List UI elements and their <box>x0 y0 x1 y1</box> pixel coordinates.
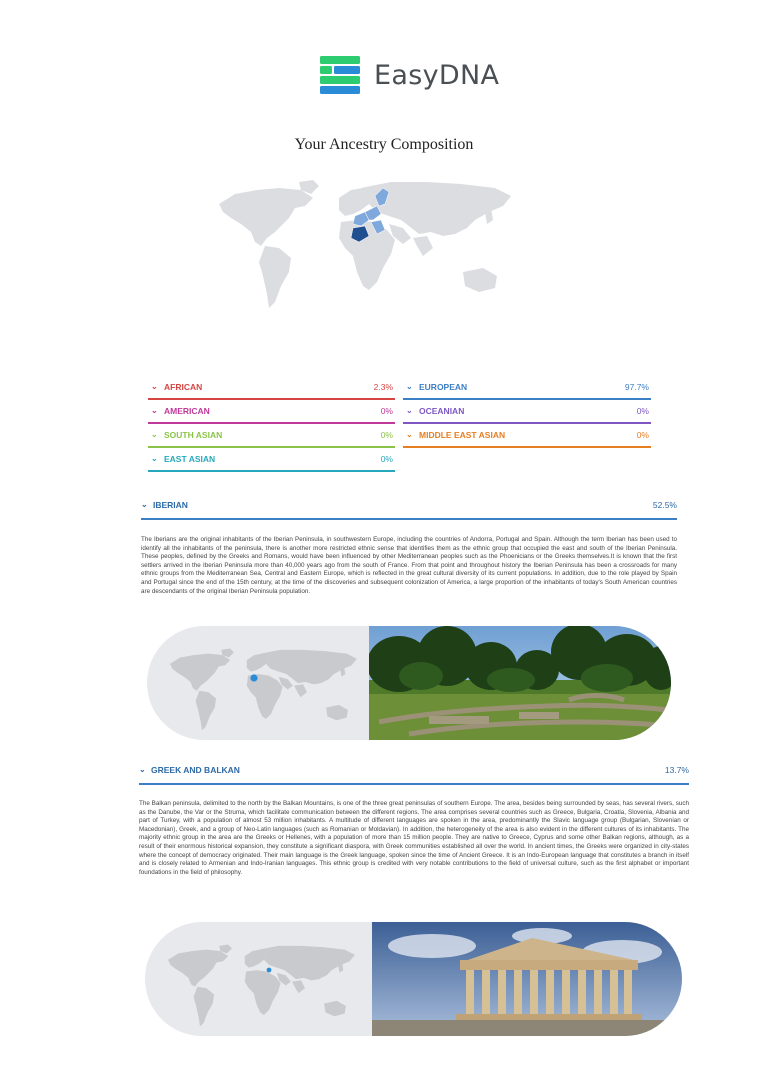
forest-ruins-photo <box>369 626 671 740</box>
subregion-percent: 52.5% <box>652 500 677 510</box>
region-percent: 0% <box>380 454 393 464</box>
region-row-american[interactable] <box>148 404 395 424</box>
chevron-down-icon: ⌄ <box>406 406 413 415</box>
chevron-down-icon: ⌄ <box>406 430 413 439</box>
subregion-header-greek-and-balkan[interactable] <box>139 763 689 785</box>
region-bar <box>148 470 395 472</box>
region-name: MIDDLE EAST ASIAN <box>419 430 506 440</box>
chevron-down-icon: ⌄ <box>139 765 146 774</box>
iberian-map <box>147 626 377 740</box>
region-row-african[interactable] <box>148 380 395 400</box>
region-name: AFRICAN <box>164 382 203 392</box>
greek-and-balkan-location-dot <box>267 968 272 973</box>
chevron-down-icon: ⌄ <box>151 406 158 415</box>
iberian-illustration <box>147 626 671 740</box>
parthenon-photo <box>372 922 682 1036</box>
region-bar <box>148 398 395 400</box>
subregion-bar <box>139 783 689 785</box>
subregion-name: GREEK AND BALKAN <box>151 765 240 775</box>
page-title: Your Ancestry Composition <box>294 136 474 153</box>
iberian-location-dot <box>250 674 257 681</box>
region-percent: 97.7% <box>624 382 649 392</box>
region-row-middle-east-asian[interactable] <box>403 428 651 448</box>
region-row-oceanian[interactable] <box>403 404 651 424</box>
region-name: EAST ASIAN <box>164 454 216 464</box>
subregion-percent: 13.7% <box>664 765 689 775</box>
region-name: AMERICAN <box>164 406 210 416</box>
greek-and-balkan-map <box>145 922 377 1036</box>
chevron-down-icon: ⌄ <box>151 382 158 391</box>
region-name: SOUTH ASIAN <box>164 430 223 440</box>
region-percent: 0% <box>380 406 393 416</box>
greek-and-balkan-description: The Balkan peninsula, delimited to the north by the Balkan Mountains, is one of the three great peninsulas of southern Europe. The area, besides being surrounded by seas, has several rivers, such as the Danube, the Var or the Struma, which facilitate communication between the different regions. The area comprises several countries such as Greece, Bulgaria, Croatia, Slovenia, Albania and part of Turkey, with a population of almost 53 million inhabitants. A multitude of different languages are spoken in the area, predominantly the Slavic language group (Bulgarian, Slovenian or Macedonian), Greek, and a group of Neo-Latin languages (such as Romanian or Moldavian). In addition, the heterogeneity of the area is also evident in the different cultures of its inhabitants. The majority ethnic group in the area are the Greeks or Hellenes, with a population of more than 15 million people. They are native to Greece, Cyprus and some other Balkan regions, although, as a result of their enormous historical expansion, they constitute a significant diaspora, with Greek communities established all over the world. In ancient times, the Greeks were organized in city-states where the concept of democracy originated. Their main language is the Greek language, spoken since the time of Ancient Greece. It is an Indo-European language that constitutes a branch in itself and is closely related to Armenian and Indo-Iranian languages. This ethnic group is credited with very notable contributions to the field of universal culture, such as the first alphabet or important foundations in the field of philosophy. <box>139 800 689 876</box>
region-percent: 0% <box>636 430 649 440</box>
region-bar <box>403 446 651 448</box>
region-percent: 2.3% <box>373 382 393 392</box>
chevron-down-icon: ⌄ <box>151 430 158 439</box>
region-row-european[interactable] <box>403 380 651 400</box>
chevron-down-icon: ⌄ <box>151 454 158 463</box>
chevron-down-icon: ⌄ <box>406 382 413 391</box>
world-map <box>205 176 523 334</box>
subregion-name: IBERIAN <box>153 500 188 510</box>
region-bar <box>148 446 395 448</box>
region-name: EUROPEAN <box>419 382 468 392</box>
region-percent: 0% <box>636 406 649 416</box>
chevron-down-icon: ⌄ <box>141 500 148 509</box>
region-row-south-asian[interactable] <box>148 428 395 448</box>
easydna-logo <box>318 54 508 100</box>
easydna-logo-icon <box>318 54 362 98</box>
region-bar <box>148 422 395 424</box>
subregion-header-iberian[interactable] <box>141 498 677 520</box>
region-name: OCEANIAN <box>419 406 465 416</box>
brand-name: EasyDNA <box>374 60 500 91</box>
iberian-description: The Iberians are the original inhabitants of the Iberian Peninsula, in southwestern Europe, including the countries of Andorra, Portugal and Spain. Although the term Iberian has been used to identify all the inhabitants of the peninsula, there is another more restricted ethnic sense that identifies them as the ethnic group that occupied the east and south of the Iberian Peninsula. These peoples, defined by the Greeks and Romans, would have been influenced by other Mediterranean peoples such as the Phoenicians or the Greeks themselves.It is known that the first settlers arrived in the Iberian Peninsula more than 40,000 years ago from the south of France. From that point and throughout history the Iberian Peninsula has been a crossroads for many ethnic groups from the Mediterranean Sea, Central and Eastern Europe, which is reflected in the great cultural diversity of its current populations. In addition, due to the role played by Spain and Portugal since the end of the 15th century, at the time of the discoveries and subsequent colonization of America, a large proportion of the inhabitants of today's South American countries are descendants of the original Iberian Peninsula population. <box>141 536 677 595</box>
subregion-bar <box>141 518 677 520</box>
region-bar <box>403 398 651 400</box>
region-row-east-asian[interactable] <box>148 452 395 472</box>
region-bar <box>403 422 651 424</box>
greek-and-balkan-illustration <box>145 922 682 1036</box>
region-percent: 0% <box>380 430 393 440</box>
